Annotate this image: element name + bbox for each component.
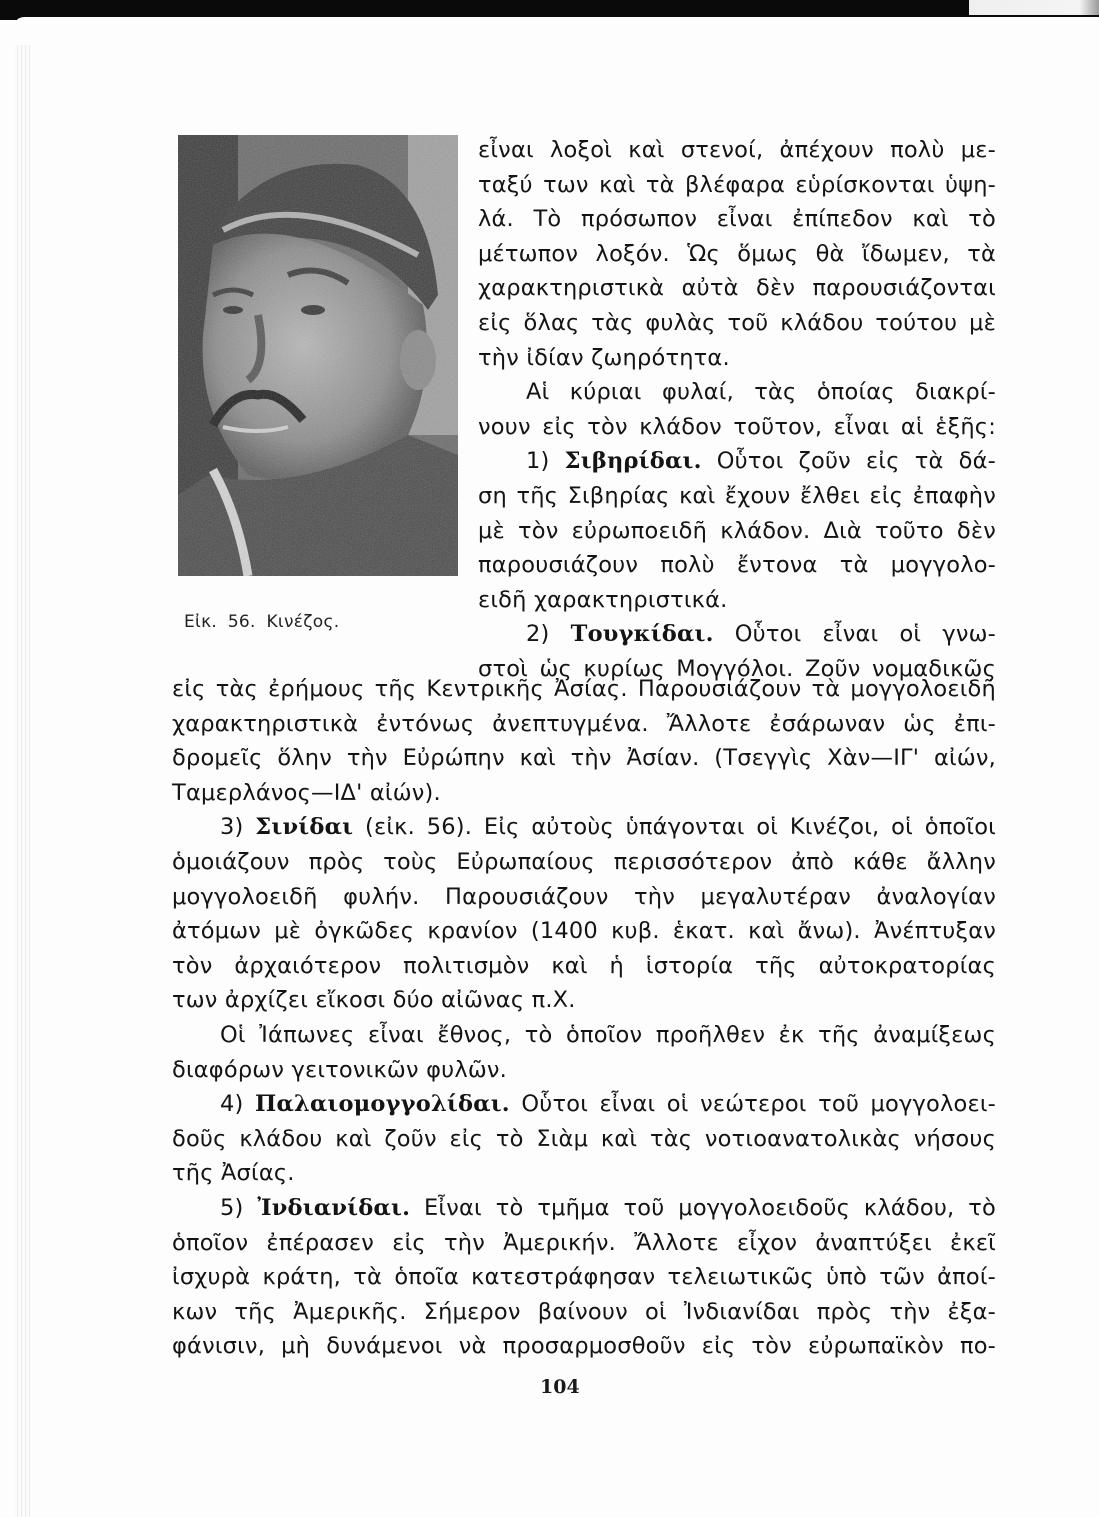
text-line: των ἀρχίζει εἴκοσι δύο αἰῶνας π.Χ. xyxy=(172,987,576,1014)
line-rest: Εἶναι τὸ τμῆμα τοῦ μογγολοειδοῦς κλάδου, τὸ xyxy=(410,1195,996,1221)
text-line: χαρακτηριστικὰ αὐτὰ δὲν παρουσιάζονται xyxy=(478,275,996,302)
line-rest: Οὗτοι εἶναι οἱ γνω- xyxy=(713,621,996,648)
text-line: Αἱ κύριαι φυλαί, τὰς ὁποίας διακρί- xyxy=(526,379,996,406)
text-line: μέτωπον λοξόν. Ὡς ὅμως θὰ ἴδωμεν, τὰ xyxy=(478,240,996,267)
text-line: τὴν ἰδίαν ζωηρότητα. xyxy=(478,344,730,371)
text-line: νουν εἰς τὸν κλάδον τοῦτον, εἶναι αἱ ἑξῆς: xyxy=(478,413,996,440)
text-line: ἀτόμων μὲ ὀγκῶδες κρανίον (1400 κυβ. ἑκατ. καὶ ἄνω). Ἀνέπτυξαν xyxy=(172,918,996,945)
list-number: 5) xyxy=(220,1195,258,1221)
list-number: 4) xyxy=(220,1091,255,1118)
text-line: δρομεῖς ὅλην τὴν Εὐρώπην καὶ τὴν Ἀσίαν. (Τσεγγὶς Χὰν—ΙΓ' αἰών, xyxy=(172,745,996,772)
text-line xyxy=(478,623,996,646)
text-line: εἰς τὰς ἐρήμους τῆς Κεντρικῆς Ἀσίας. Παρουσιάζουν τὰ μογγολοειδῆ xyxy=(172,676,996,702)
line-rest: Οὗτοι ζοῦν εἰς τὰ δά- xyxy=(701,448,996,475)
text-line: δοῦς κλάδου καὶ ζοῦν εἰς τὸ Σιὰμ καὶ τὰς νοτιοανατολικὰς νήσους xyxy=(172,1125,996,1152)
line-rest: Οὗτοι εἶναι οἱ νεώτεροι τοῦ μογγολοει- xyxy=(509,1091,996,1118)
text-line: τῆς Ἀσίας. xyxy=(172,1160,295,1187)
race-term: Σιβηρίδαι. xyxy=(564,448,702,475)
race-term: Σινίδαι xyxy=(255,814,354,841)
text-line xyxy=(172,1093,996,1116)
text-line: Ταμερλάνος—ΙΔ' αἰών). xyxy=(172,779,441,806)
text-line: ὁμοιάζουν πρὸς τοὺς Εὐρωπαίους περισσότερον ἀπὸ κάθε ἄλλην xyxy=(172,849,996,875)
text-line xyxy=(172,1197,996,1220)
text-line: τὸν ἀρχαιότερον πολιτισμὸν καὶ ἡ ἱστορία τῆς αὐτοκρατορίας xyxy=(172,952,996,979)
text-line xyxy=(172,816,996,839)
list-number: 1) xyxy=(526,448,565,475)
text-line: μὲ τὸν εὐρωποειδῆ κλάδον. Διὰ τοῦτο δὲν xyxy=(478,517,996,544)
text-line: ταξύ των καὶ τὰ βλέφαρα εὑρίσκονται ὑψη- xyxy=(478,171,996,198)
race-term: Τουγκίδαι. xyxy=(570,621,714,648)
text-line: στοὶ ὡς κυρίως Μογγόλοι. Ζοῦν νομαδικῶς xyxy=(478,656,996,682)
race-term: Ἰνδιανίδαι. xyxy=(257,1195,411,1221)
text-line: διαφόρων γειτονικῶν φυλῶν. xyxy=(172,1056,508,1083)
race-term: Παλαιομογγολίδαι. xyxy=(255,1091,510,1118)
page-number: 104 xyxy=(540,1376,580,1398)
text-line: ἰσχυρὰ κράτη, τὰ ὁποῖα κατεστράφησαν τελειωτικῶς ὑπὸ τῶν ἀποί- xyxy=(172,1264,996,1291)
text-line: εἶναι λοξοὶ καὶ στενοί, ἀπέχουν πολὺ με- xyxy=(478,137,996,163)
text-line: ση τῆς Σιβηρίας καὶ ἔχουν ἔλθει εἰς ἐπαφὴν xyxy=(478,483,996,509)
figure-caption: Εἰκ. 56. Κινέζος. xyxy=(184,612,340,632)
text-line xyxy=(478,450,996,473)
text-line: φάνισιν, μὴ δυνάμενοι νὰ προσαρμοσθοῦν εἰς τὸν εὐρωπαϊκὸν πο- xyxy=(172,1333,996,1360)
text-line: λά. Τὸ πρόσωπον εἶναι ἐπίπεδον καὶ τὸ xyxy=(478,206,996,233)
text-line: Οἱ Ἰάπωνες εἶναι ἔθνος, τὸ ὁποῖον προῆλθεν ἐκ τῆς ἀναμίξεως xyxy=(220,1022,996,1048)
text-line: μογγολοειδῆ φυλήν. Παρουσιάζουν τὴν μεγαλυτέραν ἀναλογίαν xyxy=(172,883,996,910)
list-number: 2) xyxy=(526,621,571,648)
line-rest: (εἰκ. 56). Εἰς αὐτοὺς ὑπάγονται οἱ Κινέζοι, οἱ ὁποῖοι xyxy=(353,814,996,841)
text-line: ειδῆ χαρακτηριστικά. xyxy=(478,586,728,613)
figure-photo-chinese-man xyxy=(178,135,458,576)
text-line: ὁποῖον ἐπέρασεν εἰς τὴν Ἀμερικήν. Ἄλλοτε εἶχον ἀναπτύξει ἐκεῖ xyxy=(172,1229,996,1256)
list-number: 3) xyxy=(220,814,256,841)
text-line: χαρακτηριστικὰ ἐντόνως ἀνεπτυγμένα. Ἄλλοτε ἐσάρωναν ὡς ἐπι- xyxy=(172,710,996,737)
text-line: εἰς ὅλας τὰς φυλὰς τοῦ κλάδου τούτου μὲ xyxy=(478,310,996,336)
text-line: παρουσιάζουν πολὺ ἔντονα τὰ μογγολο- xyxy=(478,552,996,579)
text-line: κων τῆς Ἀμερικῆς. Σήμερον βαίνουν οἱ Ἰνδιανίδαι πρὸς τὴν ἐξα- xyxy=(172,1298,996,1325)
page-stack-edges xyxy=(14,45,30,1517)
